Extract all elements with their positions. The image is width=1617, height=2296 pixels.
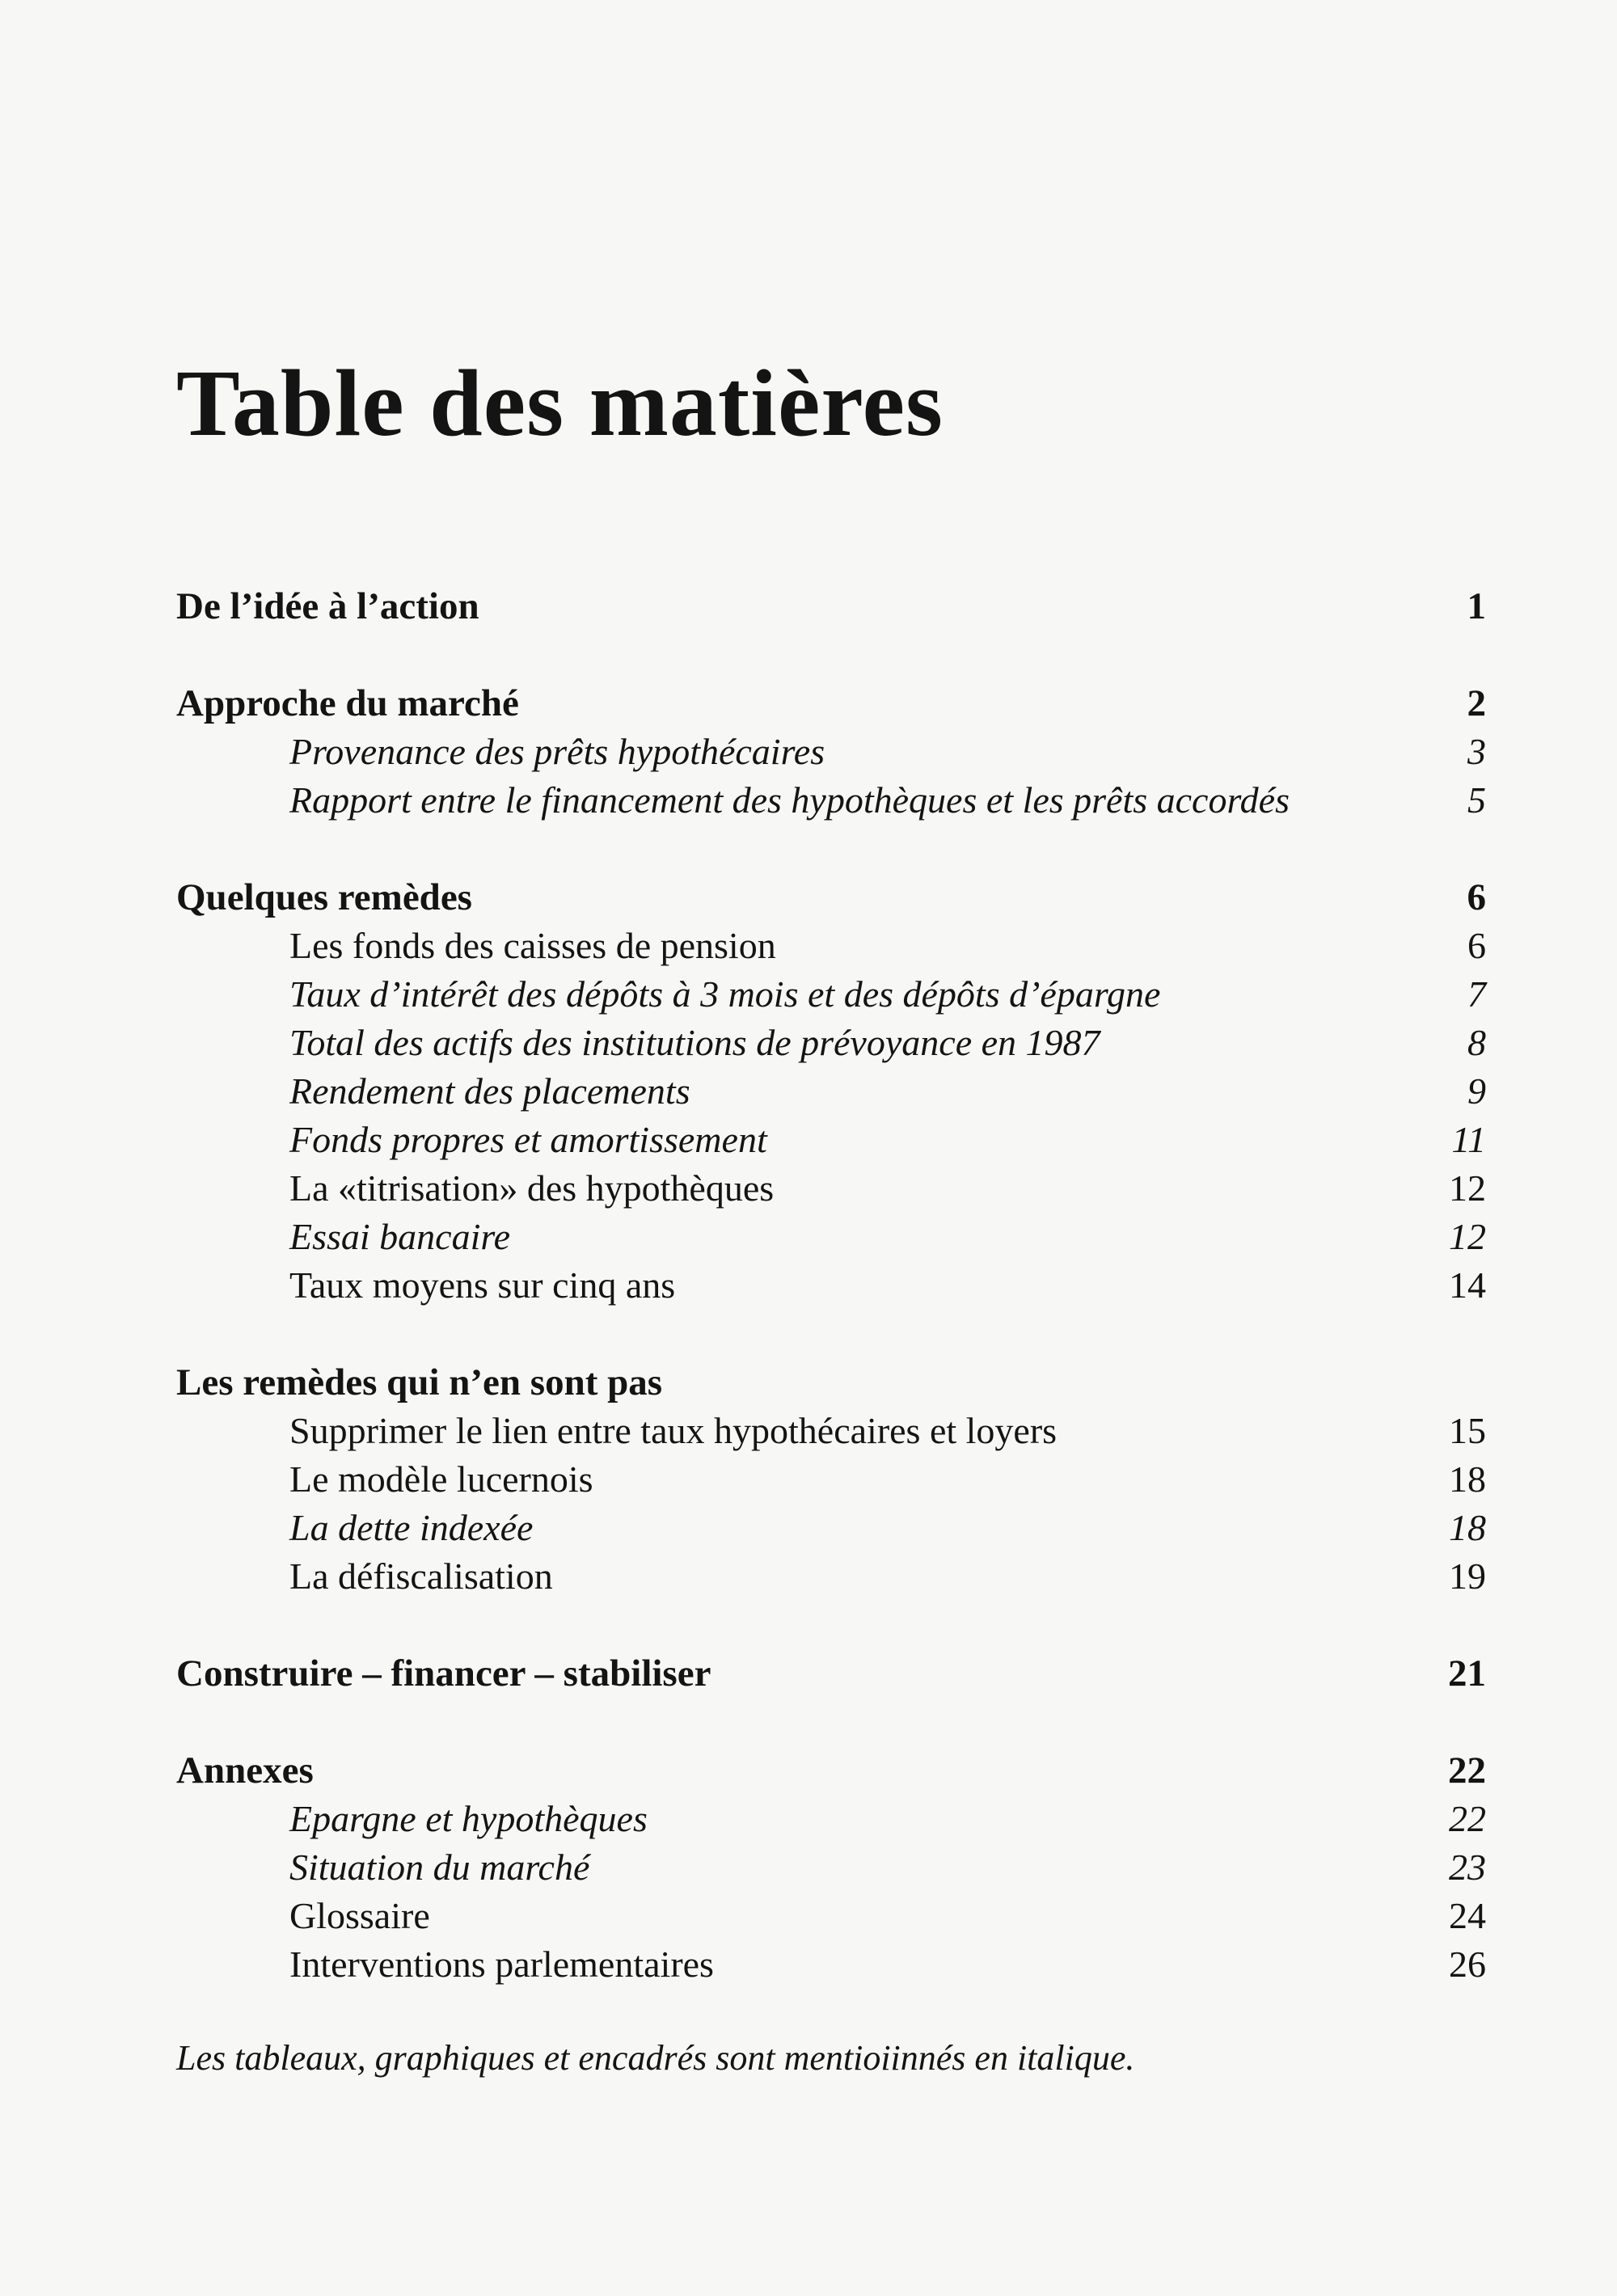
toc-entry-page-number: 14 bbox=[1449, 1264, 1486, 1306]
toc-entry-page-number: 23 bbox=[1449, 1847, 1486, 1888]
toc-heading-label: Annexes bbox=[176, 1749, 314, 1792]
toc-heading bbox=[176, 873, 1486, 922]
toc-section bbox=[176, 1746, 1486, 1989]
toc-entry-page-number: 26 bbox=[1449, 1944, 1486, 1985]
toc-entry bbox=[176, 1795, 1486, 1843]
toc-entry-page-number: 22 bbox=[1449, 1798, 1486, 1839]
toc-entry bbox=[176, 1504, 1486, 1552]
toc-entry-label: Taux d’intérêt des dépôts à 3 mois et des dépôts d’épargne bbox=[289, 973, 1161, 1015]
toc-entry-page-number: 19 bbox=[1449, 1555, 1486, 1597]
toc-entry-label: Interventions parlementaires bbox=[289, 1944, 714, 1985]
toc-entry bbox=[176, 970, 1486, 1019]
toc-entry bbox=[176, 1213, 1486, 1261]
toc-entry-label: Glossaire bbox=[289, 1895, 430, 1936]
table-of-contents bbox=[176, 582, 1486, 2037]
toc-entry-label: Les fonds des caisses de pension bbox=[289, 925, 776, 966]
toc-entry-label: Taux moyens sur cinq ans bbox=[289, 1264, 676, 1306]
toc-entry bbox=[176, 1164, 1486, 1213]
toc-heading-page-number: 6 bbox=[1467, 876, 1486, 918]
toc-entry bbox=[176, 1455, 1486, 1504]
toc-heading-page-number: 2 bbox=[1467, 682, 1486, 724]
toc-entry-label: Total des actifs des institutions de prévoyance en 1987 bbox=[289, 1022, 1100, 1063]
toc-entry-page-number: 24 bbox=[1449, 1895, 1486, 1936]
page-title: Table des matières bbox=[176, 350, 944, 456]
toc-heading-label: Construire – financer – stabiliser bbox=[176, 1652, 711, 1695]
toc-entry-label: Fonds propres et amortissement bbox=[289, 1119, 767, 1160]
toc-heading-page-number: 1 bbox=[1467, 585, 1486, 627]
toc-heading-label: De l’idée à l’action bbox=[176, 585, 479, 627]
toc-section bbox=[176, 1358, 1486, 1601]
toc-entry bbox=[176, 922, 1486, 970]
toc-entry-label: La «titrisation» des hypothèques bbox=[289, 1167, 775, 1209]
toc-entry bbox=[176, 776, 1486, 825]
toc-entry-page-number: 12 bbox=[1449, 1167, 1486, 1209]
toc-entry-page-number: 7 bbox=[1467, 973, 1486, 1015]
toc-entry-label: Essai bancaire bbox=[289, 1216, 510, 1257]
toc-entry-label: La dette indexée bbox=[289, 1507, 534, 1548]
toc-entry bbox=[176, 1019, 1486, 1067]
toc-entry-page-number: 12 bbox=[1449, 1216, 1486, 1257]
toc-section bbox=[176, 1649, 1486, 1698]
toc-entry-page-number: 11 bbox=[1451, 1119, 1486, 1160]
toc-heading-label: Approche du marché bbox=[176, 682, 519, 724]
toc-entry bbox=[176, 1261, 1486, 1310]
toc-entry bbox=[176, 1407, 1486, 1455]
toc-entry-label: Epargne et hypothèques bbox=[289, 1798, 648, 1839]
toc-entry bbox=[176, 1067, 1486, 1116]
toc-entry-label: Supprimer le lien entre taux hypothécaires et loyers bbox=[289, 1410, 1058, 1451]
toc-heading bbox=[176, 1649, 1486, 1698]
toc-section bbox=[176, 873, 1486, 1310]
toc-entry-label: Rapport entre le financement des hypothèques et les prêts accordés bbox=[289, 779, 1290, 821]
toc-entry-page-number: 18 bbox=[1449, 1507, 1486, 1548]
toc-entry-label: La défiscalisation bbox=[289, 1555, 553, 1597]
toc-entry-page-number: 18 bbox=[1449, 1458, 1486, 1500]
toc-heading bbox=[176, 1746, 1486, 1795]
toc-entry bbox=[176, 1116, 1486, 1164]
toc-heading bbox=[176, 1358, 1486, 1407]
toc-entry-label: Le modèle lucernois bbox=[289, 1458, 593, 1500]
toc-entry-page-number: 8 bbox=[1467, 1022, 1486, 1063]
toc-entry-page-number: 6 bbox=[1467, 925, 1486, 966]
toc-entry-label: Situation du marché bbox=[289, 1847, 590, 1888]
toc-entry bbox=[176, 1940, 1486, 1989]
toc-entry bbox=[176, 1552, 1486, 1601]
toc-entry-page-number: 5 bbox=[1467, 779, 1486, 821]
toc-heading-page-number: 22 bbox=[1448, 1749, 1486, 1792]
toc-heading-label: Les remèdes qui n’en sont pas bbox=[176, 1361, 663, 1403]
toc-entry bbox=[176, 1892, 1486, 1940]
toc-entry-label: Rendement des placements bbox=[289, 1070, 690, 1112]
toc-entry-page-number: 15 bbox=[1449, 1410, 1486, 1451]
toc-entry-page-number: 3 bbox=[1467, 731, 1486, 772]
toc-section bbox=[176, 582, 1486, 631]
toc-entry-page-number: 9 bbox=[1467, 1070, 1486, 1112]
toc-entry bbox=[176, 728, 1486, 776]
footnote: Les tableaux, graphiques et encadrés sont mentioiinnés en italique. bbox=[176, 2038, 1135, 2078]
toc-section bbox=[176, 679, 1486, 825]
toc-heading-label: Quelques remèdes bbox=[176, 876, 472, 918]
toc-entry-label: Provenance des prêts hypothécaires bbox=[289, 731, 825, 772]
toc-heading bbox=[176, 679, 1486, 728]
toc-heading-page-number: 21 bbox=[1448, 1652, 1486, 1695]
toc-heading bbox=[176, 582, 1486, 631]
toc-entry bbox=[176, 1843, 1486, 1892]
